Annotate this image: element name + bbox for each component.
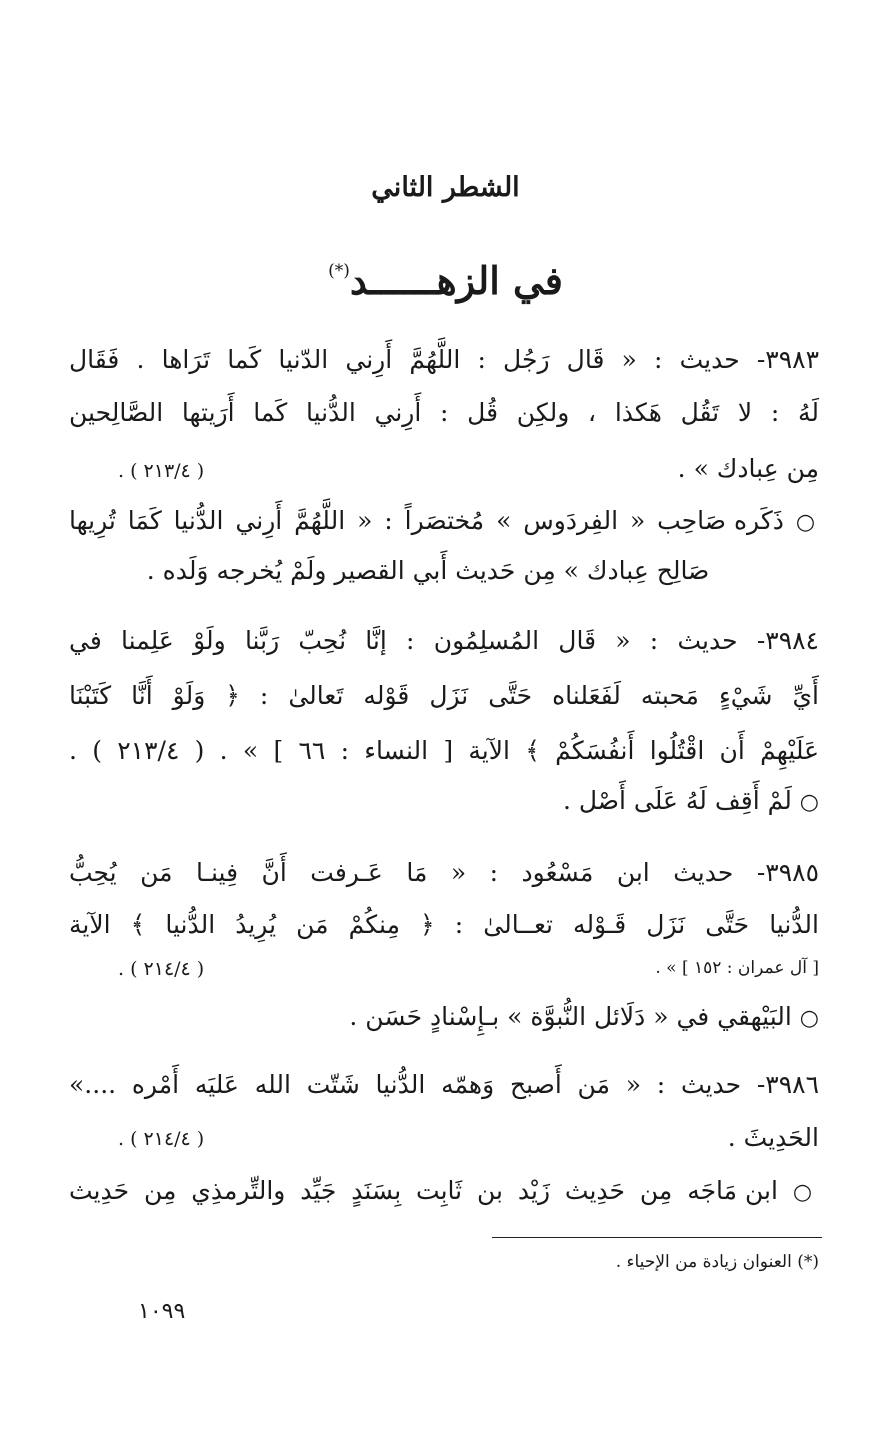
circle-bullet-icon: ○ [799,790,819,815]
entry-3984-line-2: أَيِّ شَيْءٍ مَحبته لَفَعَلناه حَتَّى نَزَل قَوْله تَعالىٰ : ﴿ وَلَوْ أَنَّا كَتَبْنَا [69,681,819,710]
note-text: ذَكَره صَاحِب « الفِردَوس » مُختصَراً : « اللَّهُمَّ أَرِني الدُّنيا كَمَا تُرِيها [69,506,784,535]
volume-page-reference: ( ٢١٤/٤ ) . [118,958,205,980]
footnote-marker: (*) [328,261,350,281]
footnote: (*) العنوان زيادة من الإحياء . [615,1252,819,1272]
entry-3985-line-3: [ آل عمران : ١٥٢ ] » . [655,958,819,978]
entry-3983-note-2: صَالِح عِبادك » مِن حَديث أَبي القصير ولَمْ يُخرجه وَلَده . [146,556,710,585]
entry-3985-line-1 [69,860,819,885]
page-number: ١٠٩٩ [138,1299,186,1324]
note-text: ابن مَاجَه مِن حَدِيث زَيْد بن ثَابِت بِسَنَدٍ جَيِّد والتِّرمذِي مِن حَدِيث [69,1176,778,1205]
hadith-text: حديث : « قَال المُسلِمُون : إنَّا نُحِبّ رَبَّنا ولَوْ عَلِمنا في [69,626,738,655]
entry-3983-line-3: مِن عِبادك » . [677,454,819,483]
entry-3983-line-1 [69,347,819,372]
circle-bullet-icon: ○ [799,1006,819,1031]
circle-bullet-icon: ○ [792,1180,819,1205]
hadith-text: حديث ابن مَسْعُود : « مَا عَـرفت أَنَّ فِينـا مَن يُحِبُّ [69,858,734,887]
chapter-title [0,258,891,303]
entry-3984-note-1 [69,788,819,814]
chapter-title-text: في الزهــــــد [349,258,563,303]
entry-3983-line-2: لَهُ : لا تَقُل هَكذا ، ولكِن قُل : أَرِني الدُّنيا كَما أَرَيتها الصَّالِحين [69,398,819,427]
volume-page-reference: ( ٢١٤/٤ ) . [118,1128,205,1150]
entry-3986-line-2: الحَدِيثَ . [727,1123,819,1152]
entry-3983-note-1 [69,508,819,534]
hadith-number: ٣٩٨٣- [756,345,819,374]
section-title: الشطر الثاني [371,172,520,203]
entry-3985-note-1 [69,1004,819,1030]
hadith-number: ٣٩٨٦- [756,1070,819,1099]
entry-3984-line-1 [69,628,819,653]
hadith-number: ٣٩٨٥- [756,858,819,887]
entry-3984-line-3: عَلَيْهِمْ أَن اقْتُلُوا أَنفُسَكُمْ ﴾ الآية [ النساء : ٦٦ ] » . ( ٢١٣/٤ ) . [69,736,820,765]
note-text: البَيْهقي في « دَلَائل النُّبوَّة » بـإِسْنادٍ حَسَن . [349,1002,792,1031]
circle-bullet-icon: ○ [795,510,820,535]
volume-page-reference: ( ٢١٣/٤ ) . [118,460,205,482]
footnote-divider [492,1237,822,1238]
entry-3985-line-2: الدُّنيا حَتَّى نَزَل قَـوْله تعــالىٰ : ﴿ مِنكُمْ مَن يُرِيدُ الدُّنيا ﴾ الآية [69,910,819,939]
entry-3986-note-1 [69,1178,819,1204]
note-text: لَمْ أَقِف لَهُ عَلَى أَصْل . [562,786,792,815]
hadith-text: حديث : « قَال رَجُل : اللَّهُمَّ أَرِني الدّنيا كَما تَرَاها . فَقَال [69,345,740,374]
entry-3986-line-1 [69,1072,819,1097]
hadith-number: ٣٩٨٤- [756,626,819,655]
hadith-text: حديث : « مَن أَصبح وَهمّه الدُّنيا شَتّت الله عَليَه أَمْره ....» [69,1070,742,1099]
